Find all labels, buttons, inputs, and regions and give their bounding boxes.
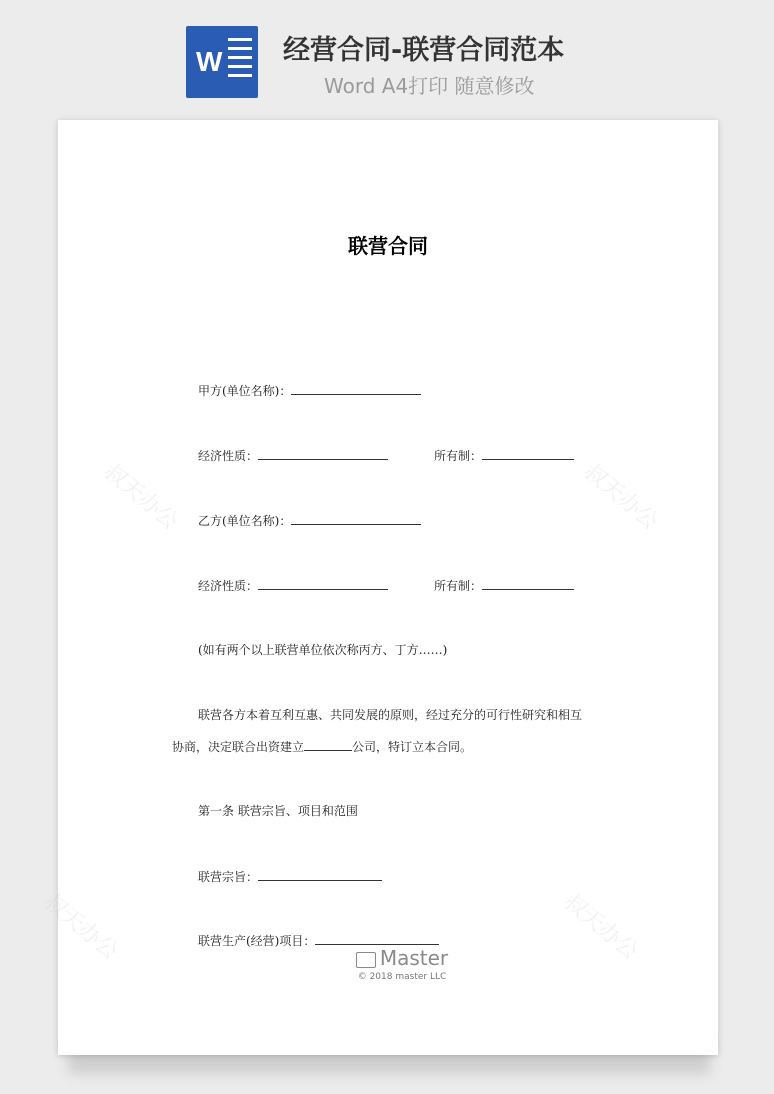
page-title: 经营合同-联营合同范本 (283, 35, 565, 66)
header (0, 0, 774, 110)
intro-line-1: 联营各方本着互利互惠、共同发展的原则，经过充分的可行性研究和相互 (198, 708, 583, 722)
party-b-blank[interactable] (291, 514, 421, 525)
word-icon-letter: W (196, 46, 223, 77)
ownership-blank[interactable] (482, 579, 574, 590)
party-b-nature-line (198, 577, 618, 594)
party-a-label: 甲方(单位名称)： (198, 384, 292, 398)
folder-icon (356, 952, 376, 968)
page-subtitle: Word A4打印 随意修改 (324, 74, 535, 98)
party-a-blank[interactable] (291, 384, 421, 395)
article-1-heading: 第一条 联营宗旨、项目和范围 (198, 804, 358, 818)
watermark: 叔天办公 (98, 459, 183, 535)
nature-label: 经济性质： (198, 449, 259, 463)
ownership-blank[interactable] (482, 449, 574, 460)
brand-name: Master (379, 946, 449, 970)
intro-line-2: 协商，决定联合出资建立 公司，特订立本合同。 (172, 740, 473, 754)
ownership-label: 所有制： (434, 579, 483, 593)
master-brand (342, 946, 462, 982)
production-blank[interactable] (315, 934, 439, 945)
purpose-line (198, 868, 382, 885)
company-blank[interactable] (304, 740, 352, 751)
party-b-line (198, 512, 421, 529)
watermark: 叔天办公 (558, 889, 643, 965)
party-a-nature-line (198, 447, 618, 464)
nature-label: 经济性质： (198, 579, 259, 593)
production-label: 联营生产(经营)项目： (198, 934, 316, 948)
watermark: 叔天办公 (38, 889, 123, 965)
word-icon (186, 26, 258, 98)
party-b-label: 乙方(单位名称)： (198, 514, 292, 528)
watermark: 叔天办公 (578, 459, 663, 535)
purpose-blank[interactable] (258, 870, 382, 881)
copyright: © 2018 master LLC (357, 972, 447, 982)
document-page (38, 120, 718, 1055)
note-line: (如有两个以上联营单位依次称丙方、丁方……) (198, 643, 448, 657)
nature-blank[interactable] (258, 449, 388, 460)
nature-blank[interactable] (258, 579, 388, 590)
ownership-label: 所有制： (434, 449, 483, 463)
document-title: 联营合同 (348, 234, 428, 258)
party-a-line (198, 382, 421, 399)
purpose-label: 联营宗旨： (198, 870, 259, 884)
